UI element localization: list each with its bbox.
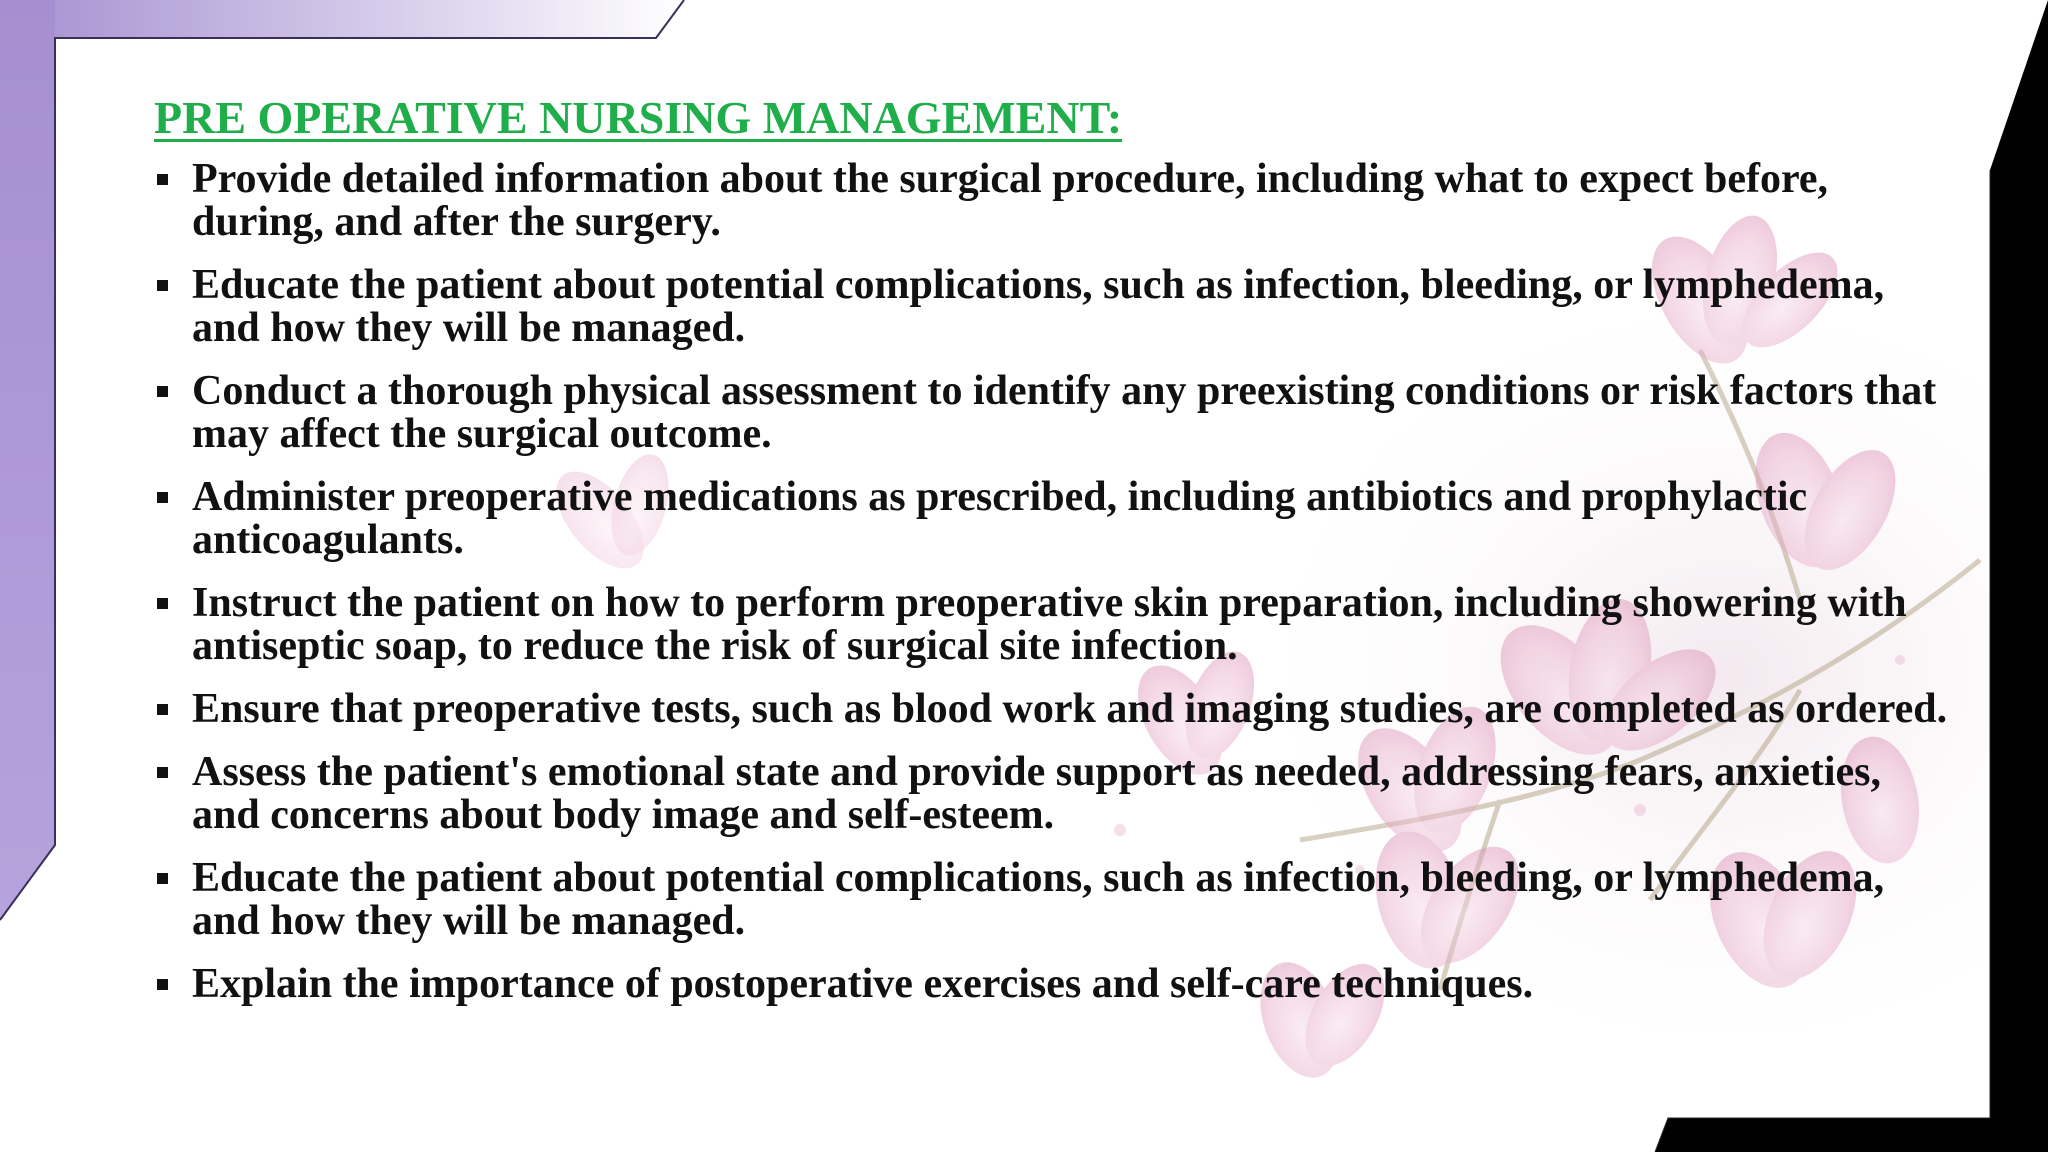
bullet-item — [152, 264, 1952, 350]
square-bullet-icon — [157, 979, 168, 990]
bullet-item — [152, 158, 1952, 244]
bullet-text: Ensure that preoperative tests, such as blood work and imaging studies, are completed as ordered. — [192, 686, 1948, 732]
bullet-item — [152, 476, 1952, 562]
square-bullet-icon — [157, 873, 168, 884]
bullet-text: Administer preoperative medications as prescribed, including antibiotics and prophylactic anticoagulants. — [192, 474, 1808, 563]
bullet-text: Conduct a thorough physical assessment to identify any preexisting conditions or risk factors that may affect the surgical outcome. — [192, 368, 1937, 457]
bullet-text: Explain the importance of postoperative exercises and self-care techniques. — [192, 961, 1534, 1007]
bullet-list — [152, 158, 1952, 1006]
square-bullet-icon — [157, 280, 168, 291]
square-bullet-icon — [157, 492, 168, 503]
bullet-text: Assess the patient's emotional state and provide support as needed, addressing fears, anxieties, and concerns about body image and self-esteem. — [192, 749, 1882, 838]
bullet-item — [152, 857, 1952, 943]
bullet-text: Instruct the patient on how to perform preoperative skin preparation, including showering with antiseptic soap, to reduce the risk of surgical site infection. — [192, 580, 1907, 669]
bullet-text: Provide detailed information about the surgical procedure, including what to expect before, during, and after the surgery. — [192, 156, 1828, 245]
square-bullet-icon — [157, 386, 168, 397]
bullet-item — [152, 963, 1952, 1006]
bullet-item — [152, 582, 1952, 668]
bullet-item — [152, 751, 1952, 837]
bullet-text: Educate the patient about potential complications, such as infection, bleeding, or lymphedema, and how they will be managed. — [192, 262, 1885, 351]
slide-title: PRE OPERATIVE NURSING MANAGEMENT: — [154, 92, 1123, 143]
bullet-item — [152, 370, 1952, 456]
square-bullet-icon — [157, 767, 168, 778]
square-bullet-icon — [157, 598, 168, 609]
bullet-text: Educate the patient about potential complications, such as infection, bleeding, or lymphedema, and how they will be managed. — [192, 855, 1885, 944]
square-bullet-icon — [157, 174, 168, 185]
square-bullet-icon — [157, 704, 168, 715]
slide-content — [152, 88, 1952, 1026]
bullet-item — [152, 688, 1952, 731]
